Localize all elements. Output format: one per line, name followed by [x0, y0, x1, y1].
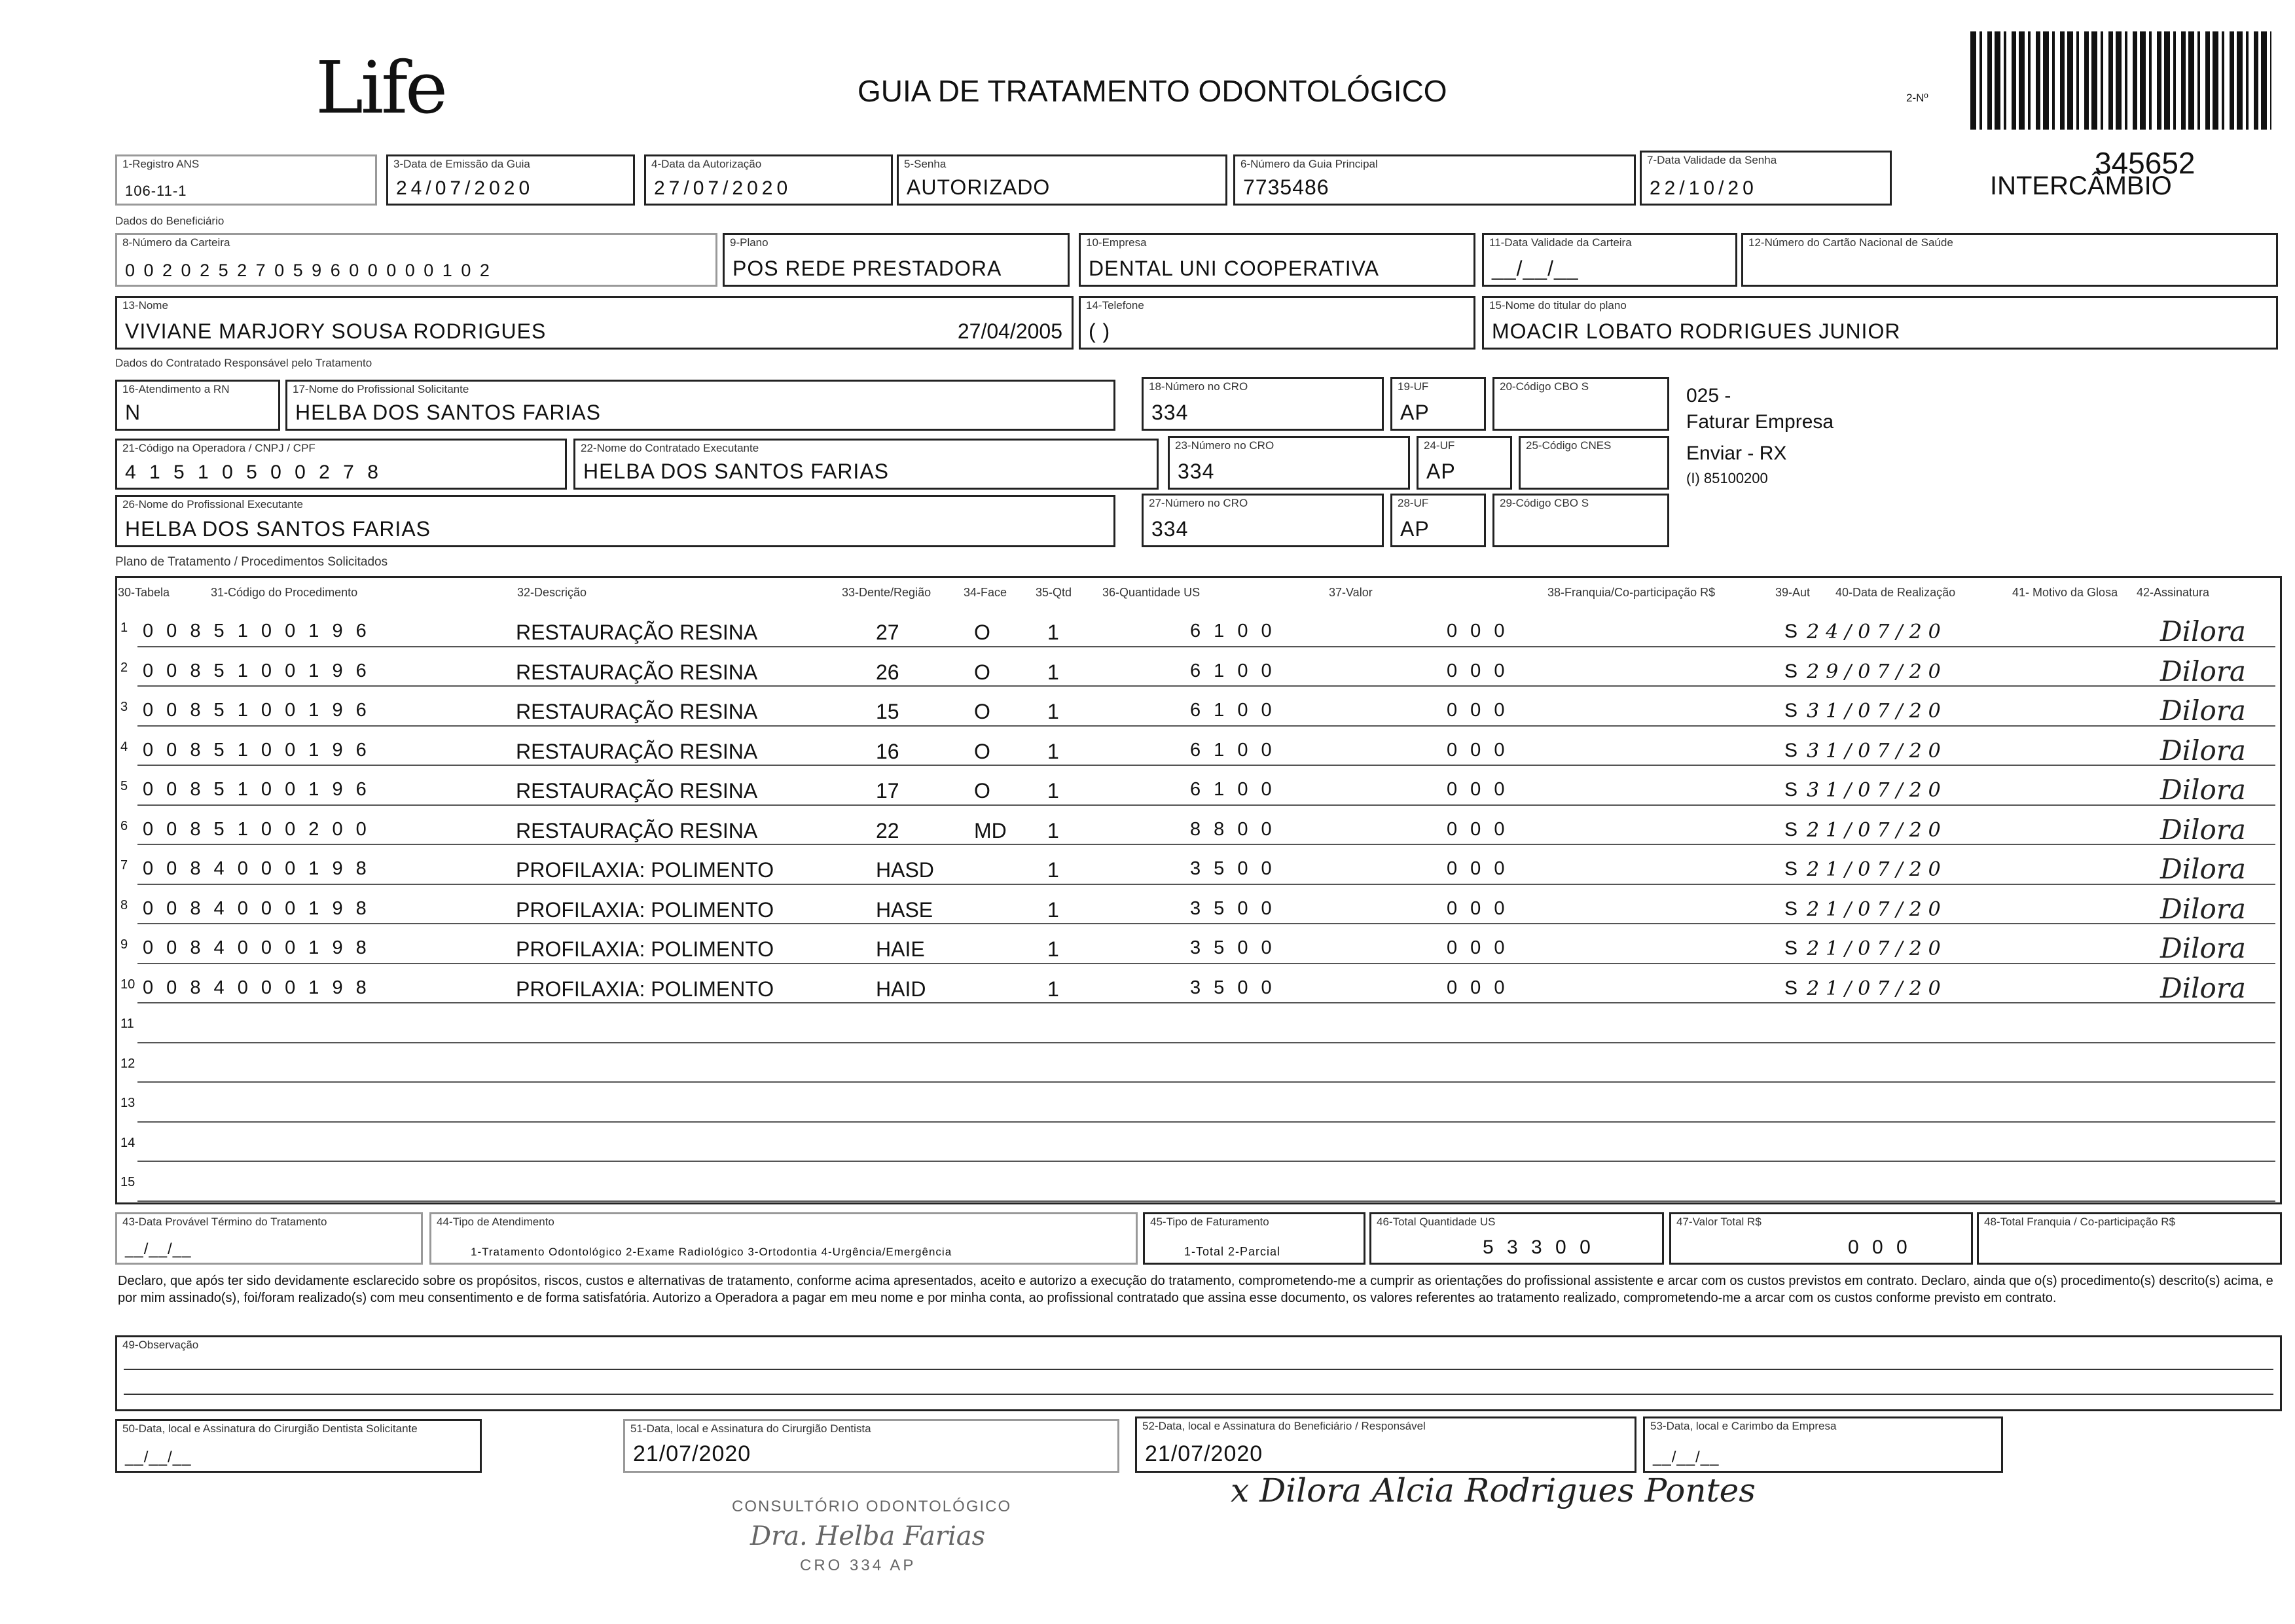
col-glosa: 41- Motivo da Glosa [2012, 586, 2118, 599]
value: 334 [1151, 517, 1189, 541]
label: 14-Telefone [1086, 299, 1144, 312]
label: 29-Código CBO S [1500, 497, 1589, 509]
row-number: 7 [120, 858, 128, 873]
row-line [137, 1002, 2275, 1003]
guide-type: INTERCÂMBIO [1990, 171, 2172, 200]
value: N [125, 401, 141, 424]
row-number: 5 [120, 779, 128, 793]
value: 334 [1178, 460, 1215, 483]
row-number: 15 [120, 1175, 136, 1189]
numero-label: 2-Nº [1906, 92, 1928, 104]
value: AUTORIZADO [907, 175, 1051, 199]
guide-number: 345652 [2095, 146, 2196, 180]
label: 17-Nome do Profissional Solicitante [293, 383, 469, 395]
value: HELBA DOS SANTOS FARIAS [125, 517, 431, 541]
label: 11-Data Validade da Carteira [1489, 236, 1632, 249]
value: __/__/__ [125, 1449, 192, 1466]
value: HELBA DOS SANTOS FARIAS [295, 401, 601, 424]
row-data: 21/07/20 [1807, 858, 1947, 881]
row-dente: 17 [876, 779, 899, 803]
table-row[interactable] [115, 1010, 2282, 1050]
beneficiario-signature: x Dilora Alcia Rodrigues Pontes [1231, 1471, 1756, 1509]
row-number: 3 [120, 700, 128, 714]
row-line [137, 1121, 2275, 1123]
field-uf-24[interactable] [1417, 436, 1512, 490]
field-codigo-operadora[interactable] [115, 439, 567, 490]
page-title: GUIA DE TRATAMENTO ODONTOLÓGICO [858, 74, 1447, 108]
label: 45-Tipo de Faturamento [1150, 1216, 1269, 1228]
row-aut: S [1784, 779, 1798, 801]
row-valor: 0 0 0 [1447, 660, 1509, 681]
row-dente: HASD [876, 858, 934, 882]
field-validade-senha[interactable] [1640, 151, 1892, 206]
row-descricao: RESTAURAÇÃO RESINA [516, 779, 758, 803]
row-line [137, 765, 2275, 766]
value: 7735486 [1243, 175, 1329, 199]
row-us: 6 1 0 0 [1190, 779, 1276, 800]
row-face: O [974, 779, 990, 803]
label: 7-Data Validade da Senha [1647, 154, 1777, 166]
note-code: 025 - [1686, 385, 1731, 406]
value: 21/07/2020 [633, 1441, 751, 1466]
label: 24-UF [1424, 439, 1455, 452]
row-codigo: 0 0 8 4 0 0 0 1 9 8 [143, 977, 370, 998]
field-uf-28[interactable] [1390, 494, 1486, 547]
label: 12-Número do Cartão Nacional de Saúde [1748, 236, 1953, 249]
row-aut: S [1784, 977, 1798, 999]
field-cnes[interactable] [1519, 436, 1669, 490]
row-valor: 0 0 0 [1447, 779, 1509, 800]
row-descricao: RESTAURAÇÃO RESINA [516, 621, 758, 644]
row-valor: 0 0 0 [1447, 858, 1509, 879]
value: 22/10/20 [1650, 177, 1758, 199]
row-number: 13 [120, 1096, 136, 1110]
row-line [137, 884, 2275, 885]
label: 20-Código CBO S [1500, 380, 1589, 393]
row-valor: 0 0 0 [1447, 739, 1509, 761]
row-codigo: 0 0 8 4 0 0 0 1 9 8 [143, 937, 370, 958]
value: ( ) [1089, 319, 1111, 343]
row-dente: HASE [876, 897, 933, 922]
row-dente: 16 [876, 739, 899, 763]
row-dente: 15 [876, 700, 899, 723]
row-data: 21/07/20 [1807, 937, 1947, 960]
label: 15-Nome do titular do plano [1489, 299, 1627, 312]
row-dente: 22 [876, 818, 899, 842]
field-contratado-executante[interactable] [573, 439, 1159, 490]
field-registro-ans[interactable] [115, 154, 377, 206]
row-assinatura: Dilora [2160, 853, 2246, 885]
row-line [137, 685, 2275, 687]
row-descricao: PROFILAXIA: POLIMENTO [516, 977, 774, 1001]
label: 1-Registro ANS [122, 158, 200, 170]
label: 5-Senha [904, 158, 947, 170]
value: 4 1 5 1 0 5 0 0 2 7 8 [125, 461, 382, 483]
value: 0 0 0 [1848, 1236, 1911, 1258]
label: 23-Número no CRO [1175, 439, 1274, 452]
label: 25-Código CNES [1526, 439, 1612, 452]
row-assinatura: Dilora [2160, 932, 2246, 964]
note-codigo: (I) 85100200 [1686, 470, 1768, 486]
col-franquia: 38-Franquia/Co-participação R$ [1547, 586, 1716, 599]
row-codigo: 0 0 8 5 1 0 0 1 9 6 [143, 739, 370, 761]
row-us: 8 8 0 0 [1190, 818, 1276, 840]
row-valor: 0 0 0 [1447, 621, 1509, 641]
table-row[interactable] [115, 1050, 2282, 1090]
label: 13-Nome [122, 299, 168, 312]
field-telefone[interactable] [1079, 296, 1475, 350]
row-valor: 0 0 0 [1447, 700, 1509, 721]
label: 3-Data de Emissão da Guia [393, 158, 530, 170]
row-us: 6 1 0 0 [1190, 660, 1276, 681]
col-data: 40-Data de Realização [1835, 586, 1956, 599]
row-data: 29/07/20 [1807, 660, 1947, 683]
table-row[interactable] [115, 1168, 2282, 1208]
value: HELBA DOS SANTOS FARIAS [583, 460, 889, 483]
row-number: 10 [120, 977, 136, 992]
value: 27/07/2020 [654, 177, 792, 199]
value: VIVIANE MARJORY SOUSA RODRIGUES [125, 319, 547, 343]
col-us: 36-Quantidade US [1102, 586, 1201, 599]
row-number: 14 [120, 1135, 136, 1150]
field-empresa[interactable] [1079, 233, 1475, 287]
row-line [137, 923, 2275, 924]
row-us: 3 5 0 0 [1190, 897, 1276, 919]
label: 27-Número no CRO [1149, 497, 1248, 509]
label: 9-Plano [730, 236, 768, 249]
label: 8-Número da Carteira [122, 236, 230, 249]
value: 5 3 3 0 0 [1483, 1236, 1595, 1258]
field-assinatura-solicitante[interactable] [115, 1419, 482, 1473]
value: 21/07/2020 [1145, 1441, 1263, 1466]
row-number: 2 [120, 660, 128, 675]
row-face: O [974, 700, 990, 723]
row-aut: S [1784, 897, 1798, 920]
label: 22-Nome do Contratado Executante [581, 442, 759, 454]
field-data-emissao[interactable] [386, 154, 635, 206]
row-data: 31/07/20 [1807, 779, 1947, 802]
row-face: MD [974, 818, 1007, 842]
value: POS REDE PRESTADORA [732, 257, 1002, 280]
field-uf-19[interactable] [1390, 377, 1486, 431]
field-cns[interactable] [1741, 233, 2278, 287]
field-carteira[interactable] [115, 233, 717, 287]
row-data: 21/07/20 [1807, 977, 1947, 1000]
row-qtd: 1 [1047, 977, 1059, 1001]
field-senha[interactable] [897, 154, 1227, 206]
row-assinatura: Dilora [2160, 971, 2246, 1004]
row-data: 21/07/20 [1807, 818, 1947, 842]
row-qtd: 1 [1047, 700, 1059, 723]
row-descricao: RESTAURAÇÃO RESINA [516, 660, 758, 684]
barcode [1970, 31, 2271, 130]
value: 334 [1151, 401, 1189, 424]
section-beneficiario: Dados do Beneficiário [115, 215, 225, 227]
row-data: 31/07/20 [1807, 739, 1947, 763]
value: 1-Tratamento Odontológico 2-Exame Radiológico 3-Ortodontia 4-Urgência/Emergência [471, 1246, 952, 1258]
row-aut: S [1784, 858, 1798, 880]
row-assinatura: Dilora [2160, 813, 2246, 846]
row-assinatura: Dilora [2160, 615, 2246, 647]
value: MOACIR LOBATO RODRIGUES JUNIOR [1492, 319, 1901, 343]
row-line [137, 1081, 2275, 1083]
row-qtd: 1 [1047, 779, 1059, 803]
stamp-cro: CRO 334 AP [800, 1557, 916, 1574]
col-descricao: 32-Descrição [517, 586, 587, 599]
row-us: 6 1 0 0 [1190, 739, 1276, 761]
table-row[interactable] [115, 1129, 2282, 1169]
row-us: 3 5 0 0 [1190, 977, 1276, 998]
data-nascimento: 27/04/2005 [957, 319, 1062, 343]
field-assinatura-beneficiario[interactable] [1135, 1416, 1636, 1473]
label: 44-Tipo de Atendimento [437, 1216, 554, 1228]
row-us: 3 5 0 0 [1190, 937, 1276, 958]
label: 51-Data, local e Assinatura do Cirurgião Dentista [630, 1422, 871, 1435]
col-face: 34-Face [964, 586, 1007, 599]
value: 106-11-1 [125, 183, 187, 199]
field-profissional-executante[interactable] [115, 495, 1115, 547]
col-valor: 37-Valor [1329, 586, 1373, 599]
row-number: 9 [120, 937, 128, 952]
row-codigo: 0 0 8 5 1 0 0 1 9 6 [143, 660, 370, 681]
value: AP [1400, 517, 1430, 541]
field-validade-carteira[interactable] [1482, 233, 1737, 287]
row-aut: S [1784, 660, 1798, 682]
row-valor: 0 0 0 [1447, 897, 1509, 919]
field-nome[interactable] [115, 296, 1074, 350]
row-qtd: 1 [1047, 858, 1059, 882]
row-face: O [974, 621, 990, 644]
field-atendimento-rn[interactable] [115, 380, 280, 431]
row-assinatura: Dilora [2160, 892, 2246, 925]
row-number: 11 [120, 1017, 134, 1031]
row-line [137, 1161, 2275, 1162]
row-qtd: 1 [1047, 621, 1059, 644]
logo: Life [316, 46, 446, 130]
label: 4-Data da Autorização [651, 158, 762, 170]
row-aut: S [1784, 818, 1798, 840]
field-profissional-solicitante[interactable] [285, 380, 1115, 431]
label: 19-UF [1398, 380, 1429, 393]
section-plano: Plano de Tratamento / Procedimentos Solicitados [115, 555, 388, 569]
row-dente: HAID [876, 977, 926, 1001]
value: AP [1400, 401, 1430, 424]
label: 43-Data Provável Término do Tratamento [122, 1216, 327, 1228]
row-valor: 0 0 0 [1447, 818, 1509, 840]
row-line [137, 844, 2275, 845]
row-dente: 26 [876, 660, 899, 684]
field-tipo-faturamento[interactable] [1143, 1212, 1365, 1265]
row-qtd: 1 [1047, 897, 1059, 922]
label: 6-Número da Guia Principal [1240, 158, 1378, 170]
label: 49-Observação [122, 1339, 199, 1351]
label: 16-Atendimento a RN [122, 383, 230, 395]
stamp-consultorio: CONSULTÓRIO ODONTOLÓGICO [732, 1498, 1012, 1515]
row-line [137, 1042, 2275, 1043]
row-line [137, 963, 2275, 964]
col-dente: 33-Dente/Região [842, 586, 931, 599]
table-row[interactable] [115, 1089, 2282, 1129]
note-enviar: Enviar - RX [1686, 442, 1787, 464]
row-aut: S [1784, 937, 1798, 959]
row-us: 6 1 0 0 [1190, 621, 1276, 641]
row-valor: 0 0 0 [1447, 977, 1509, 998]
row-number: 6 [120, 818, 128, 833]
label: 28-UF [1398, 497, 1429, 509]
row-codigo: 0 0 8 5 1 0 0 1 9 6 [143, 779, 370, 800]
label: 47-Valor Total R$ [1676, 1216, 1762, 1228]
row-codigo: 0 0 8 4 0 0 0 1 9 8 [143, 858, 370, 879]
row-dente: HAIE [876, 937, 925, 961]
row-qtd: 1 [1047, 660, 1059, 684]
row-face: O [974, 660, 990, 684]
section-contratado: Dados do Contratado Responsável pelo Tratamento [115, 357, 372, 369]
row-assinatura: Dilora [2160, 774, 2246, 806]
row-descricao: RESTAURAÇÃO RESINA [516, 700, 758, 723]
value: __/__/__ [1653, 1449, 1720, 1466]
label: 52-Data, local e Assinatura do Beneficiário / Responsável [1142, 1420, 1426, 1432]
label: 46-Total Quantidade US [1377, 1216, 1496, 1228]
row-data: 31/07/20 [1807, 700, 1947, 723]
row-codigo: 0 0 8 5 1 0 0 1 9 6 [143, 700, 370, 721]
field-tipo-atendimento[interactable] [429, 1212, 1138, 1265]
field-cbo-29[interactable] [1492, 494, 1669, 547]
value: 1-Total 2-Parcial [1184, 1245, 1281, 1258]
row-valor: 0 0 0 [1447, 937, 1509, 958]
field-total-us[interactable] [1369, 1212, 1664, 1265]
note-faturar: Faturar Empresa [1686, 411, 1834, 433]
value: __/__/__ [1492, 257, 1579, 280]
field-data-termino[interactable] [115, 1212, 423, 1265]
field-cro-23[interactable] [1168, 436, 1410, 490]
row-aut: S [1784, 700, 1798, 721]
row-number: 8 [120, 897, 128, 912]
field-plano[interactable] [723, 233, 1070, 287]
row-descricao: PROFILAXIA: POLIMENTO [516, 858, 774, 882]
row-line [137, 646, 2275, 647]
field-data-autorizacao[interactable] [644, 154, 893, 206]
col-qtd: 35-Qtd [1036, 586, 1072, 599]
field-cbo-20[interactable] [1492, 377, 1669, 431]
row-number: 1 [120, 621, 128, 635]
row-us: 3 5 0 0 [1190, 858, 1276, 879]
row-descricao: PROFILAXIA: POLIMENTO [516, 897, 774, 922]
label: 10-Empresa [1086, 236, 1147, 249]
field-carimbo-empresa[interactable] [1643, 1416, 2003, 1473]
field-guia-principal[interactable] [1233, 154, 1636, 206]
row-number: 12 [120, 1056, 136, 1071]
row-number: 4 [120, 739, 128, 754]
row-codigo: 0 0 8 4 0 0 0 1 9 8 [143, 897, 370, 919]
row-data: 24/07/20 [1807, 621, 1947, 643]
row-line [137, 1200, 2275, 1202]
row-descricao: RESTAURAÇÃO RESINA [516, 739, 758, 763]
field-valor-total[interactable] [1669, 1212, 1973, 1265]
field-titular[interactable] [1482, 296, 2278, 350]
row-codigo: 0 0 8 5 1 0 0 1 9 6 [143, 621, 370, 641]
row-descricao: PROFILAXIA: POLIMENTO [516, 937, 774, 961]
row-descricao: RESTAURAÇÃO RESINA [516, 818, 758, 842]
label: 48-Total Franquia / Co-participação R$ [1984, 1216, 2175, 1228]
row-qtd: 1 [1047, 937, 1059, 961]
row-us: 6 1 0 0 [1190, 700, 1276, 721]
value: 24/07/2020 [396, 177, 534, 199]
label: 26-Nome do Profissional Executante [122, 498, 303, 511]
row-face: O [974, 739, 990, 763]
field-total-franquia[interactable] [1977, 1212, 2282, 1265]
col-assinatura: 42-Assinatura [2137, 586, 2210, 599]
row-dente: 27 [876, 621, 899, 644]
row-assinatura: Dilora [2160, 695, 2246, 727]
label: 21-Código na Operadora / CNPJ / CPF [122, 442, 316, 454]
label: 53-Data, local e Carimbo da Empresa [1650, 1420, 1837, 1432]
value: DENTAL UNI COOPERATIVA [1089, 257, 1379, 280]
row-line [137, 725, 2275, 727]
row-assinatura: Dilora [2160, 734, 2246, 767]
field-cro-18[interactable] [1142, 377, 1384, 431]
value: __/__/__ [125, 1240, 192, 1258]
value: AP [1426, 460, 1456, 483]
row-line [137, 804, 2275, 806]
row-qtd: 1 [1047, 739, 1059, 763]
label: 18-Número no CRO [1149, 380, 1248, 393]
row-codigo: 0 0 8 5 1 0 0 2 0 0 [143, 818, 370, 840]
field-cro-27[interactable] [1142, 494, 1384, 547]
row-data: 21/07/20 [1807, 897, 1947, 921]
col-codigo: 31-Código do Procedimento [211, 586, 358, 599]
stamp-dra: Dra. Helba Farias [750, 1521, 986, 1551]
col-tabela: 30-Tabela [118, 586, 170, 599]
field-observacao[interactable] [115, 1335, 2282, 1411]
field-assinatura-executante[interactable] [623, 1419, 1119, 1473]
col-aut: 39-Aut [1775, 586, 1811, 599]
label: 50-Data, local e Assinatura do Cirurgião Dentista Solicitante [122, 1422, 418, 1435]
value: 0 0 2 0 2 5 2 7 0 5 9 6 0 0 0 0 0 1 0 2 [125, 261, 492, 280]
row-aut: S [1784, 739, 1798, 761]
row-qtd: 1 [1047, 818, 1059, 842]
declaracao-text: Declaro, que após ter sido devidamente esclarecido sobre os propósitos, riscos, custos e alternativas de tratamento, conforme acima apresentados, aceito e autorizo a execução do tratamento, comprometendo-me a cumprir as orientações do profissional assistente e arcar com os custos previstos em contrato. Declaro, ainda que o(s) procedimento(s) descrito(s) acima, e por mim assinado(s), foi/foram realizado(s) com meu consentimento e de forma satisfatória. Autorizo a Operadora a pagar em meu nome e por minha conta, ao profissional contratado que assina esse documento, os valores referentes ao tratamento realizado, comprometendo-me a arcar com os custos conforme previsto em contrato. [118, 1274, 2273, 1305]
row-aut: S [1784, 621, 1798, 642]
row-assinatura: Dilora [2160, 655, 2246, 687]
